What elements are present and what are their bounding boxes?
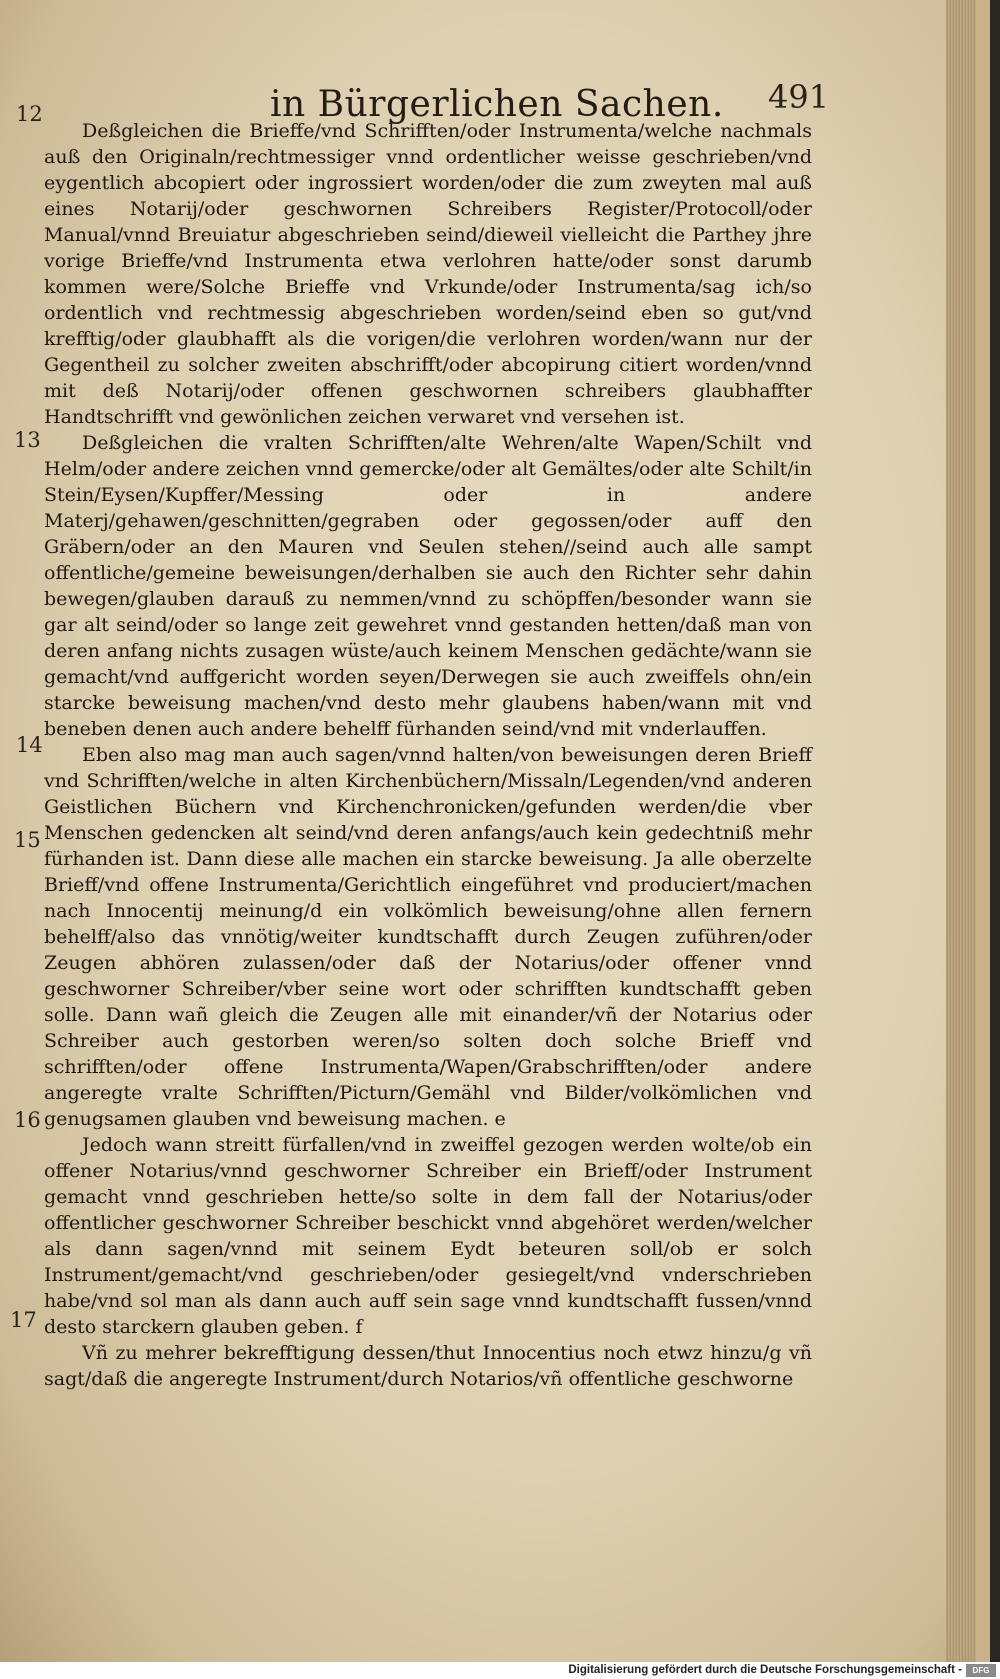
- funding-credit: Digitalisierung gefördert durch die Deutsche Forschungsgemeinschaft -: [568, 1664, 962, 1676]
- body-text: [44, 118, 812, 1392]
- page-edge: [946, 0, 976, 1662]
- margin-number: 15: [14, 828, 41, 852]
- footer-bar: [0, 1662, 1000, 1679]
- paragraph: Vñ zu mehrer bekrefftigung dessen/thut Innocentius noch etwz hinzu/g vñ sagt/daß die angeregte Instrument/durch Notarios/vñ offentliche geschworne: [44, 1342, 812, 1390]
- margin-number: 13: [14, 428, 41, 452]
- margin-number: 17: [10, 1308, 37, 1332]
- paragraph: Deßgleichen die Brieffe/vnd Schrifften/oder Instrumenta/welche nachmals auß den Originaln/rechtmessiger vnnd ordentlicher weisse geschrieben/vnd eygentlich abcopiert oder ingrossiert worden/oder die zum zweyten mal auß eines Notarij/oder geschwornen Schreibers Register/Protocoll/oder Manual/vnnd Breuiatur abgeschrieben seind/dieweil vielleicht die Parthey jhre vorige Brieffe/vnd Instrumenta etwa verlohren hatte/oder sonst darumb kommen were/Solche Brieffe vnd Vrkunde/oder Instrumenta/sag ich/so ordentlich vnd rechtmessig abgeschrieben worden/seind eben so gut/vnd krefftig/oder glaubhafft als die vorigen/die verlohren worden/wann nur der Gegentheil zu solcher zweiten abschrifft/oder abcopirung citiert worden/vnnd mit deß Notarij/oder offenen geschwornen schreibers glaubhaffter Handtschrifft vnd gewönlichen zeichen verwaret vnd versehen ist.: [44, 120, 812, 428]
- paragraph: Jedoch wann streitt fürfallen/vnd in zweiffel gezogen werden wolte/ob ein offener Notarius/vnnd geschworner Schreiber ein Brieff/oder Instrument gemacht vnnd geschrieben hette/so solte in dem fall der Notarius/oder offentlicher geschworner Schreiber beschickt vnnd abgehöret werden/welcher als dann sagen/vnnd mit seinem Eydt beteuren soll/ob er solch Instrument/gemacht/vnd geschrieben/oder gesiegelt/vnd vnderschrieben habe/vnd sol man als dann auch auff sein sage vnnd kundtschafft fussen/vnnd desto starckern glauben geben. f: [44, 1134, 812, 1338]
- margin-number: 12: [16, 102, 43, 126]
- margin-number: 16: [14, 1108, 41, 1132]
- paragraph: Deßgleichen die vralten Schrifften/alte Wehren/alte Wapen/Schilt vnd Helm/oder andere zeichen vnnd gemercke/oder alt Gemältes/oder alte Schilt/in Stein/Eysen/Kupffer/Messing oder in andere Materj/gehawen/geschnitten/gegraben oder gegossen/oder auff den Gräbern/oder an den Mauren vnd Seulen stehen//seind auch alle sampt offentliche/gemeine beweisungen/derhalben sie auch den Richter sehr dahin bewegen/glauben darauß zu nemmen/vnnd zu schöpffen/besonder wann sie gar alt seind/oder so lange zeit gewehret vnnd gestanden hetten/daß man von deren anfang nichts zusagen wüste/auch keinem Menschen gedächte/wann sie gemacht/vnd auffgericht worden seyen/Derwegen sie auch zweiffels ohn/ein starcke beweisung machen/vnd desto mehr glaubens haben/wann mit vnd beneben denen auch andere behelff fürhanden seind/vnd mit vnderlauffen.: [44, 432, 812, 740]
- page-number: 491: [768, 78, 830, 116]
- paragraph: Eben also mag man auch sagen/vnnd halten/von beweisungen deren Brieff vnd Schrifften/welche in alten Kirchenbüchern/Missaln/Legenden/vnd anderen Geistlichen Büchern vnd Kirchenchronicken/gefunden werden/die vber Menschen gedencken alt seind/vnd deren anfangs/auch kein gedechtniß mehr fürhanden ist. Dann diese alle machen ein starcke beweisung. Ja alle oberzelte Brieff/vnd offene Instrumenta/Gerichtlich eingeführet vnd produciert/machen nach Innocentij meinung/d ein volkömlich beweisung/ohne allen fernern behelff/also das vnnötig/weiter kundtschafft durch Zeugen zuführen/oder Zeugen abhören zulassen/oder daß der Notarius/oder offener vnnd geschworner Schreiber/vber seine wort oder schrifften kundtschafft geben solle. Dann wañ gleich die Zeugen alle mit einander/vñ der Notarius oder Schreiber auch gestorben weren/so solten doch solche Brieff vnd schrifften/oder offene Instrumenta/Wapen/Grabschrifften/oder andere angeregte vralte Schrifften/Picturn/Gemähl vnd Bilder/volkömlichen vnd genugsamen glauben vnd beweisung machen. e: [44, 744, 812, 1130]
- margin-number: 14: [16, 733, 43, 757]
- running-header-title: in Bürgerlichen Sachen.: [270, 84, 724, 125]
- dfg-logo: DFG: [966, 1664, 996, 1677]
